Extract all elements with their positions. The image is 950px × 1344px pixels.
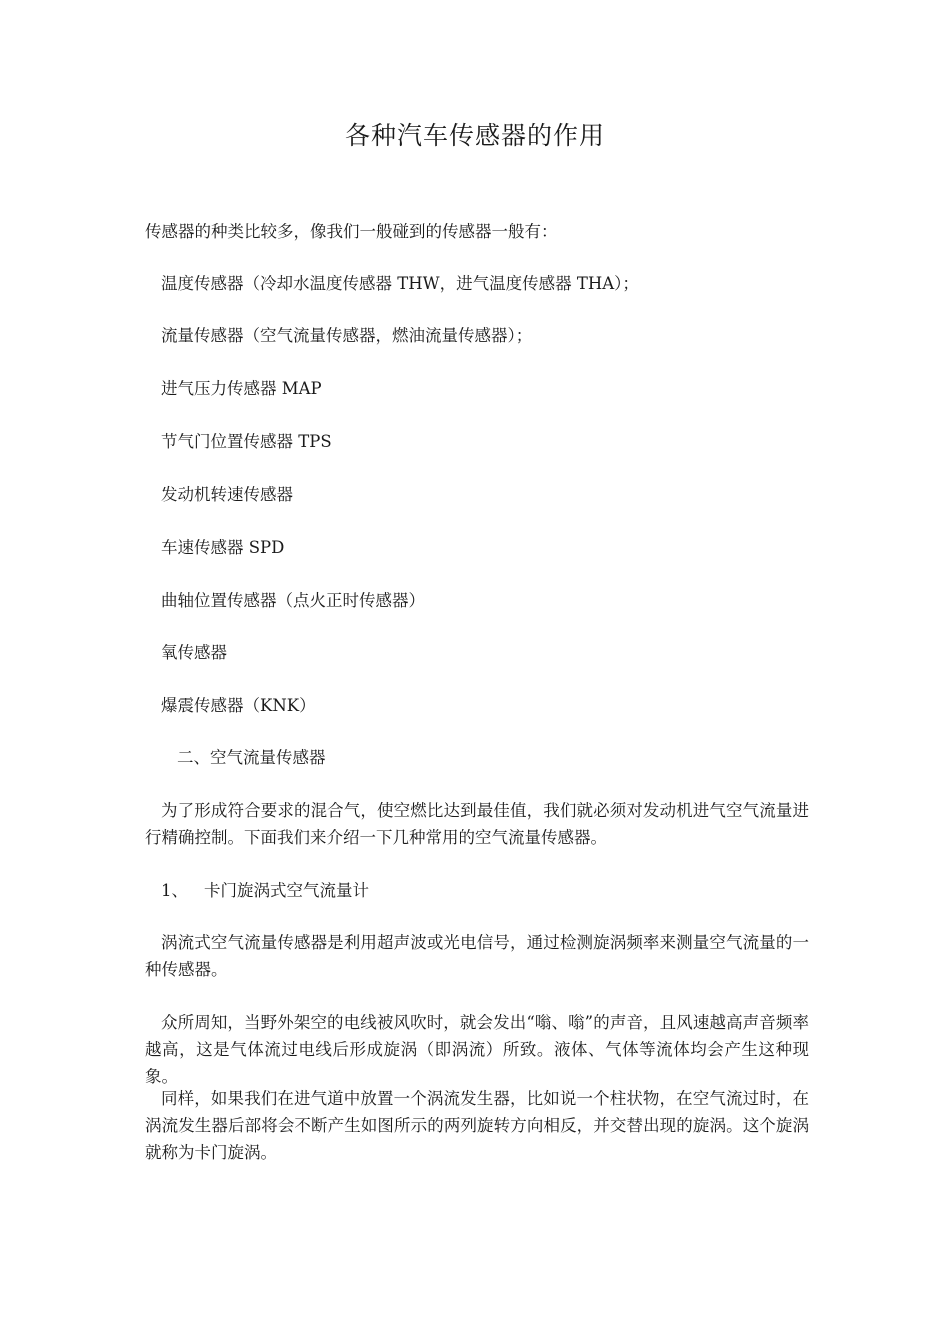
paragraph-wire-vortex: 众所周知，当野外架空的电线被风吹时，就会发出“嗡、嗡”的声音，且风速越高声音频率越高，这是气体流过电线后形成旋涡（即涡流）所致。液体、气体等流体均会产生这种现象。 — [145, 1013, 809, 1086]
sensor-item-temperature: 温度传感器（冷却水温度传感器 THW，进气温度传感器 THA）； — [161, 274, 639, 293]
subsection-number: 1、 — [161, 881, 188, 900]
paragraph-karman-vortex: 同样，如果我们在进气道中放置一个涡流发生器，比如说一个柱状物，在空气流过时，在涡流发生器后部将会不断产生如图所示的两列旋转方向相反，并交替出现的旋涡。这个旋涡就称为卡门旋涡。 — [145, 1089, 809, 1162]
section-intro-paragraph: 为了形成符合要求的混合气，使空燃比达到最佳值，我们就必须对发动机进气空气流量进行精确控制。下面我们来介绍一下几种常用的空气流量传感器。 — [145, 801, 809, 847]
sensor-item-flow: 流量传感器（空气流量传感器，燃油流量传感器）； — [161, 326, 533, 345]
sensor-item-intake-pressure: 进气压力传感器 MAP — [161, 379, 322, 398]
sensor-item-throttle-position: 节气门位置传感器 TPS — [161, 432, 332, 451]
document-title: 各种汽车传感器的作用 — [344, 121, 605, 150]
sensor-item-oxygen: 氧传感器 — [161, 643, 227, 662]
sensor-item-engine-speed: 发动机转速传感器 — [161, 485, 293, 504]
section-heading: 二、空气流量传感器 — [177, 748, 326, 767]
subsection-title: 卡门旋涡式空气流量计 — [204, 881, 369, 900]
paragraph-vortex-sensor: 涡流式空气流量传感器是利用超声波或光电信号，通过检测旋涡频率来测量空气流量的一种传感器。 — [145, 933, 809, 979]
sensor-item-vehicle-speed: 车速传感器 SPD — [161, 538, 285, 557]
sensor-item-knock: 爆震传感器（KNK） — [161, 696, 316, 715]
intro-text: 传感器的种类比较多，像我们一般碰到的传感器一般有： — [145, 222, 558, 241]
sensor-item-crankshaft-position: 曲轴位置传感器（点火正时传感器） — [161, 591, 425, 610]
